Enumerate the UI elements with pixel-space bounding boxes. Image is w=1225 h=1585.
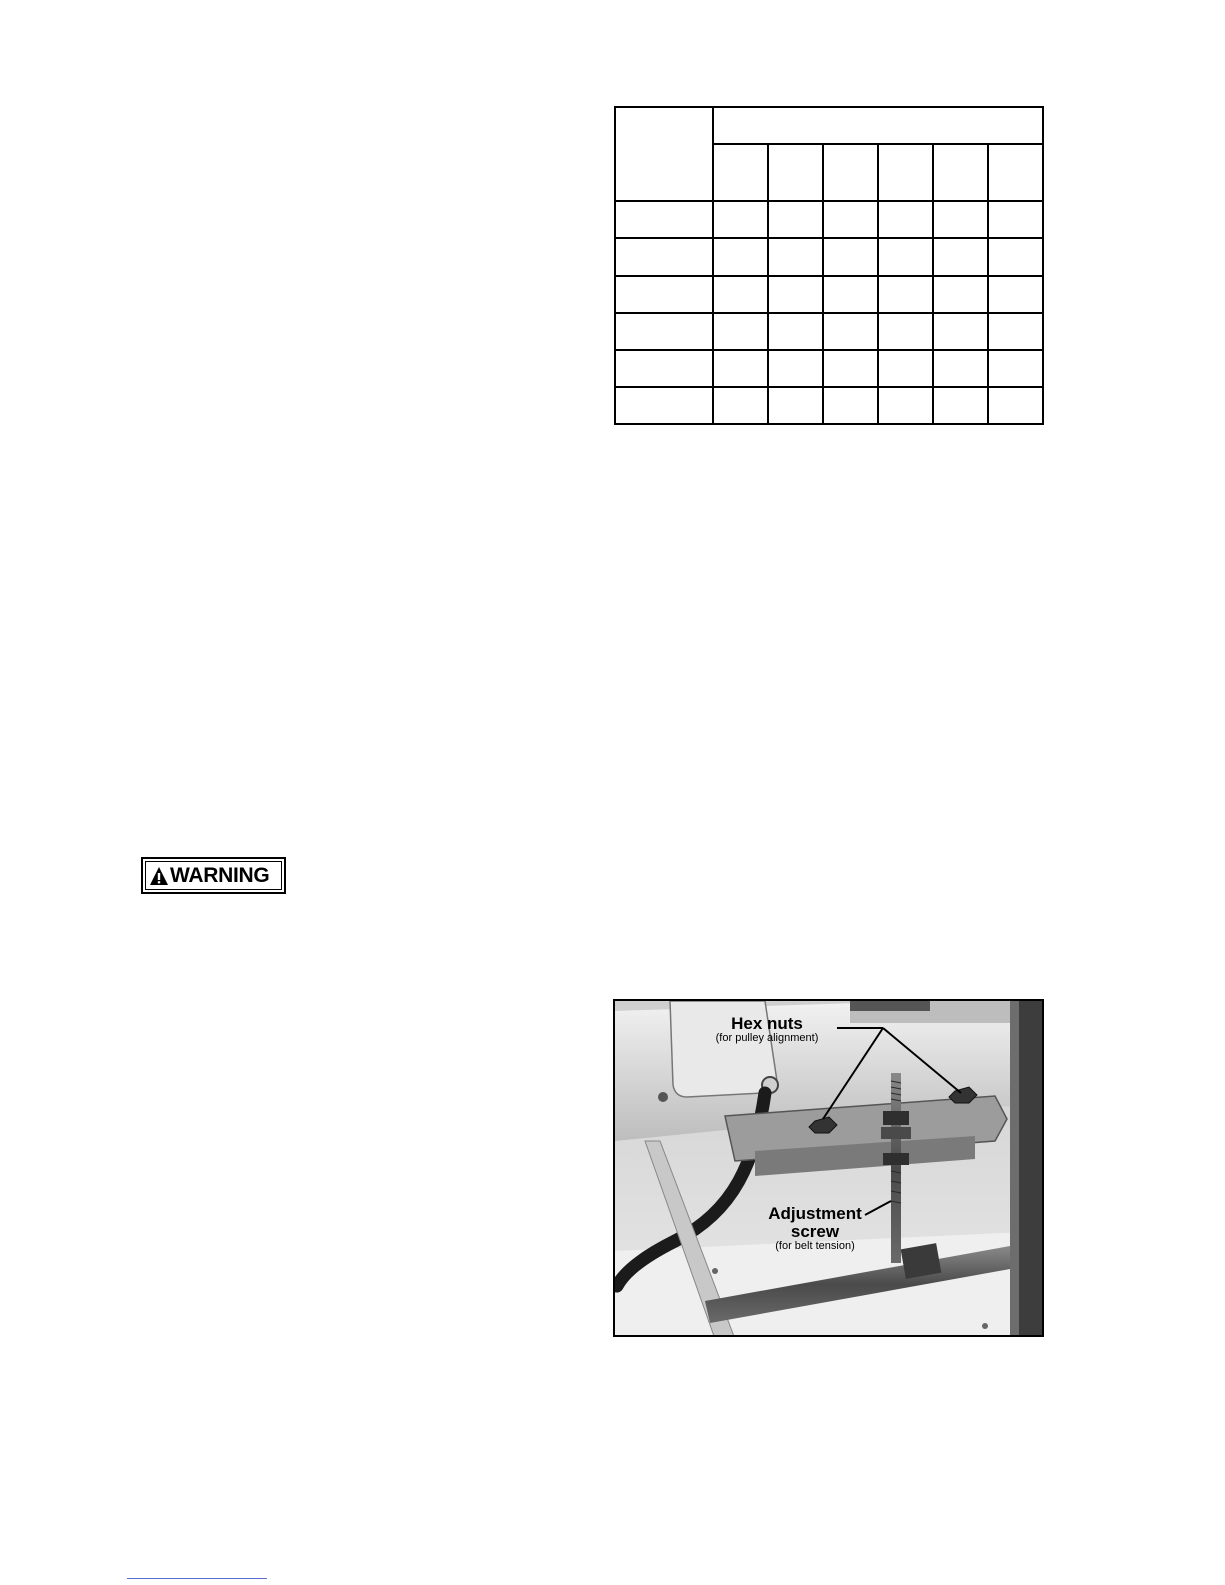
table-header-row — [615, 107, 1043, 144]
table-cell — [933, 350, 988, 387]
table-cell — [878, 276, 933, 313]
table-cell — [615, 276, 713, 313]
table-cell — [823, 201, 878, 238]
motor-mount-illustration — [615, 1001, 1044, 1337]
table-cell — [768, 276, 823, 313]
table-cell — [615, 350, 713, 387]
table-cell — [988, 350, 1043, 387]
table-cell — [823, 350, 878, 387]
table-cell — [713, 238, 768, 275]
table-cell — [768, 201, 823, 238]
table-cell — [933, 201, 988, 238]
table-cell — [615, 313, 713, 350]
callout-adjustment-title-line1: Adjustment — [768, 1204, 862, 1223]
table-header-cell — [768, 144, 823, 201]
table-cell — [988, 313, 1043, 350]
spec-table — [614, 106, 1044, 425]
table-cell — [933, 313, 988, 350]
table-cell — [878, 201, 933, 238]
table-header-cell — [878, 144, 933, 201]
table-cell — [768, 387, 823, 424]
callout-hex-nuts-subtitle: (for pulley alignment) — [715, 1031, 819, 1044]
table-cell — [713, 313, 768, 350]
table-cell — [878, 313, 933, 350]
table-cell — [615, 387, 713, 424]
table-cell — [878, 238, 933, 275]
table-cell — [933, 238, 988, 275]
table-header-cell — [988, 144, 1043, 201]
table-row — [615, 387, 1043, 424]
table-header-cell — [823, 144, 878, 201]
table-group-header-cell — [713, 107, 1043, 144]
table-cell — [823, 238, 878, 275]
table-row — [615, 313, 1043, 350]
table-cell — [988, 238, 1043, 275]
table-cell — [988, 201, 1043, 238]
callout-adjustment-title-line2: screw — [790, 1221, 840, 1241]
table-cell — [713, 201, 768, 238]
table-cell — [933, 276, 988, 313]
table-cell — [768, 238, 823, 275]
motor-mount-photo — [613, 999, 1044, 1337]
table-cell — [713, 350, 768, 387]
callout-adjustment-screw — [745, 1205, 885, 1252]
warning-label — [141, 857, 286, 894]
table-cell — [988, 387, 1043, 424]
table-corner-cell — [615, 107, 713, 201]
table-cell — [823, 313, 878, 350]
table-cell — [615, 201, 713, 238]
table-cell — [933, 387, 988, 424]
table-cell — [823, 276, 878, 313]
callout-adjustment-subtitle: (for belt tension) — [775, 1239, 855, 1252]
table-cell — [768, 350, 823, 387]
callout-hex-nuts — [697, 1015, 837, 1044]
table-cell — [878, 387, 933, 424]
table-cell — [768, 313, 823, 350]
table-cell — [823, 387, 878, 424]
table-cell — [713, 276, 768, 313]
table-row — [615, 276, 1043, 313]
warning-triangle-icon — [149, 866, 169, 886]
table-row — [615, 238, 1043, 275]
table-cell — [713, 387, 768, 424]
table-cell — [615, 238, 713, 275]
table-header-cell — [713, 144, 768, 201]
table-cell — [988, 276, 1043, 313]
table-row — [615, 201, 1043, 238]
table-row — [615, 350, 1043, 387]
table-header-cell — [933, 144, 988, 201]
table-cell — [878, 350, 933, 387]
callout-hex-nuts-title: Hex nuts — [731, 1014, 803, 1033]
warning-text: WARNING — [170, 864, 270, 887]
footer-rule — [127, 1578, 267, 1579]
